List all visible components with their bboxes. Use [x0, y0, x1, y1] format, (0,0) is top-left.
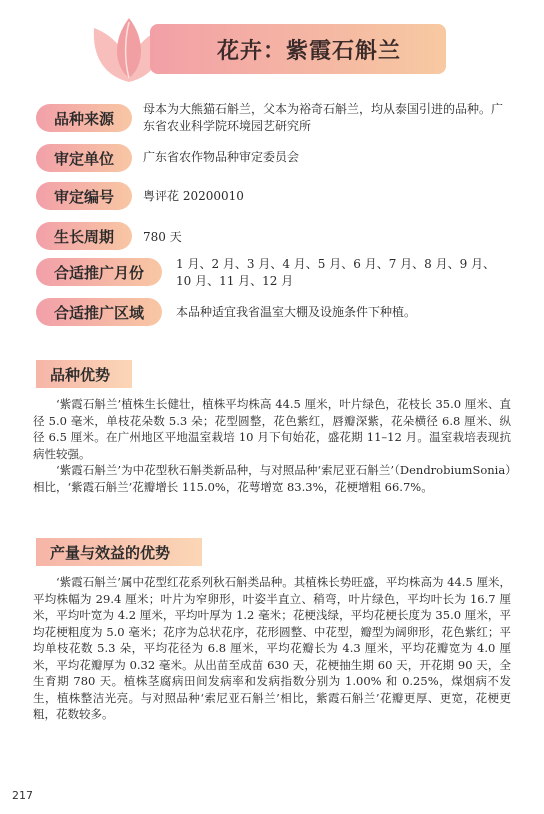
- label-approval-unit: 审定单位: [36, 144, 132, 172]
- advantages-paragraph-2: ‘紫霞石斛兰’为中花型秋石斛类新品种，与对照品种‘索尼亚石斛兰’（DendrobiumSonia）相比，‘紫霞石斛兰’花瓣增长 115.0%，花萼增宽 83.3%，花梗增粗 66.7%。: [33, 463, 511, 494]
- section-heading-advantages: 品种优势: [36, 360, 132, 388]
- page-number: 217: [12, 789, 33, 802]
- value-variety-source: 母本为大熊猫石斛兰，父本为裕奇石斛兰，均从泰国引进的品种。广东省农业科学院环境园艺研究所: [143, 102, 504, 133]
- value-growth-cycle: 780 天: [143, 230, 182, 244]
- value-promotion-months: 1 月、2 月、3 月、4 月、5 月、6 月、7 月、8 月、9 月、10 月、11 月、12 月: [176, 257, 496, 288]
- label-approval-number: 审定编号: [36, 182, 132, 210]
- advantages-paragraph-1: ‘紫霞石斛兰’植株生长健壮，植株平均株高 44.5 厘米，叶片绿色，花枝长 35.0 厘米、直径 5.0 毫米，单枝花朵数 5.3 朵；花型圆整，花色紫红，唇瓣深紫，花朵横径 6.8 厘米、纵径 6.5 厘米。在广州地区平地温室栽培 10 月下旬始花，盛花期 11–12 月。温室栽培表现抗病性较强。: [33, 397, 511, 461]
- value-promotion-region: 本品种适宜我省温室大棚及设施条件下种植。: [176, 305, 417, 319]
- label-promotion-region: 合适推广区域: [36, 298, 162, 326]
- yield-benefits-paragraph: ‘紫霞石斛兰’属中花型红花系列秋石斛类品种。其植株长势旺盛，平均株高为 44.5 厘米，平均株幅为 29.4 厘米；叶片为窄卵形，叶姿半直立、稍弯，叶片绿色，平均叶长为 16.7 厘米，平均叶宽为 4.2 厘米，平均叶厚为 1.2 毫米；花梗浅绿，平均花梗长度为 35.0 厘米，平均花梗粗度为 5.0 毫米；花序为总状花序，花形圆整、中花型，瓣型为阔卵形，花色紫红；平均单枝花数 5.3 朵，平均花径为 6.8 厘米，平均花瓣长为 4.3 厘米，平均花瓣宽为 4.0 厘米，平均花瓣厚为 0.32 毫米。从出苗至成苗 630 天，花梗抽生期 60 天，开花期 90 天，全生育期 780 天。植株茎腐病田间发病率和发病指数分别为 1.00% 和 0.25%，煤烟病不发生，植株整洁光亮。与对照品种‘索尼亚石斛兰’相比，紫霞石斛兰’花瓣更厚、更宽，花梗更粗，花数较多。: [33, 575, 511, 721]
- section-heading-yield-benefits: 产量与效益的优势: [36, 538, 202, 566]
- value-approval-unit: 广东省农作物品种审定委员会: [143, 150, 300, 164]
- label-promotion-months: 合适推广月份: [36, 258, 162, 286]
- label-variety-source: 品种来源: [36, 104, 132, 132]
- label-growth-cycle: 生长周期: [36, 222, 132, 250]
- page-title: 花卉：紫霞石斛兰: [216, 38, 401, 64]
- page-title-bar: [150, 24, 446, 74]
- value-approval-number: 粤评花 20200010: [143, 189, 244, 203]
